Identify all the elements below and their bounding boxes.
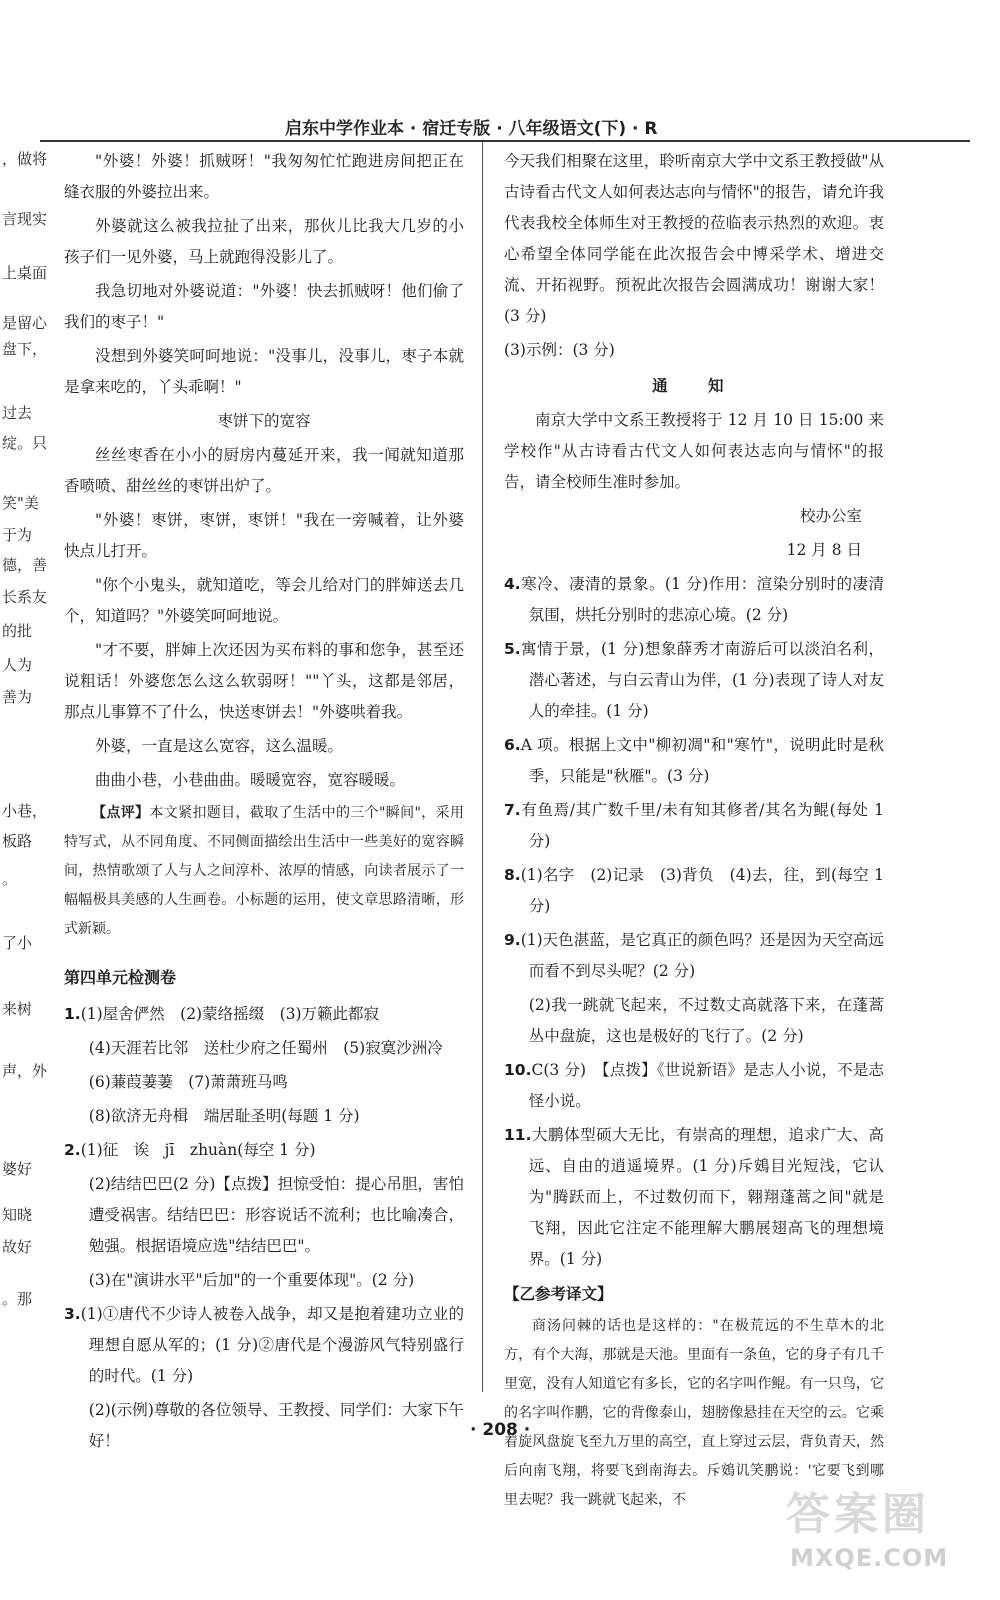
margin-fragment: 过去 [2,404,33,422]
question-11 [504,1120,884,1275]
margin-fragment: 是留心 [2,314,48,332]
answer-line: (3)在"演讲水平"后加"的一个重要体现"。(2 分) [88,1271,415,1289]
answer-text: (1)天色湛蓝，是它真正的颜色吗？还是因为天空高远而看不到尽头呢？(2 分) [520,931,884,980]
translation-text: 商汤问棘的话也是这样的："在极荒远的不生草木的北方，有个大海，那就是天池。里面有一条鱼，它的身子有几千里宽，没有人知道它有多长，它的名字叫作鲲。有一只鸟，它的名字叫作鹏，它的背像泰山，翅膀像悬挂在天空的云。它乘着旋风盘旋飞至九万里的高空，直上穿过云层，背负青天，然后向南飞翔，将要飞到南海去。斥鴳讥笑鹏说：'它要飞到哪里去呢？我一跳就飞起来，不 [504,1318,884,1508]
left-column [64,146,464,1460]
margin-fragment: 板路 [2,832,33,850]
answer-text: (1)名字 (2)记录 (3)背负 (4)去，往，到(每空 1 分) [520,866,884,915]
notice-date: 12 月 8 日 [786,541,862,559]
comment-label: 【点评】 [92,805,150,821]
speech-paragraph: 今天我们相聚在这里，聆听南京大学中文系王教授做"从古诗看古代文人如何表达志向与情怀"的报告，请允许我代表我校全体师生对王教授的莅临表示热烈的欢迎。衷心希望全体同学能在此次报告会中博采学术、增进交流、开拓视野。预祝此次报告会圆满成功！谢谢大家！(3 分) [504,152,884,325]
margin-fragment: 。 [2,870,18,888]
question-number: 8. [504,866,521,884]
question-number: 7. [504,801,521,819]
question-9 [504,925,884,987]
margin-fragment: 盘下， [2,340,48,358]
margin-fragment: 言现实 [2,210,48,228]
paragraph: 外婆，一直是这么宽容，这么温暖。 [95,737,344,755]
left-margin-fragments [0,140,48,1400]
question-1 [64,999,464,1030]
notice-body: 南京大学中文系王教授将于 12 月 10 日 15:00 来学校作"从古诗看古代文人如何表达志向与情怀"的报告，请全校师生准时参加。 [504,411,884,491]
paragraph: 没想到外婆笑呵呵地说："没事儿，没事儿，枣子本就是拿来吃的，丫头乖啊！" [64,347,464,396]
paragraph: 外婆就这么被我拉扯了出来，那伙儿比我大几岁的小孩子们一见外婆，马上就跑得没影儿了。 [64,217,464,266]
answer-text: 大鹏体型硕大无比，有崇高的理想，追求广大、高远、自由的逍遥境界。(1 分)斥鴳目光短浅，它认为"腾跃而上，不过数仞而下，翱翔蓬蒿之间"就是飞翔，因此它注定不能理解大鹏展翅高飞的理想境界。(1 分) [528,1126,884,1268]
answer-line: (6)蒹葭萋萋 (7)萧萧班马鸣 [88,1073,288,1091]
margin-fragment: 于为 [2,526,33,544]
answer-line: (8)欲济无舟楫 端居耻圣明(每题 1 分) [88,1107,360,1125]
margin-fragment: 知晓 [2,1206,33,1224]
question-number: 5. [504,640,521,658]
question-number: 6. [504,736,521,754]
margin-fragment: 小巷， [2,802,48,820]
answer-line: (1)征 诶 jī zhuàn(每空 1 分) [80,1141,316,1159]
paragraph: "你个小鬼头，就知道吃，等会儿给对门的胖婶送去几个，知道吗？"外婆笑呵呵地说。 [64,576,464,625]
margin-fragment: 笑"美 [2,494,39,512]
question-number: 1. [64,1005,81,1023]
paragraph: 丝丝枣香在小小的厨房内蔓延开来，我一闻就知道那香喷喷、甜丝丝的枣饼出炉了。 [64,446,464,495]
page-header: 启东中学作业本 · 宿迁专版 · 八年级语文(下) · R [285,119,658,139]
paragraph: "外婆！枣饼，枣饼，枣饼！"我在一旁喊着，让外婆快点儿打开。 [64,511,464,560]
answer-line: (3)示例：(3 分) [504,341,615,359]
answer-line: (2)结结巴巴(2 分)【点拨】担惊受怕：提心吊胆，害怕遭受祸害。结结巴巴：形容说话不流利；也比喻凑合，勉强。根据语境应选"结结巴巴"。 [88,1175,464,1255]
comment-paragraph [64,799,464,944]
margin-fragment: 上桌面 [2,264,48,282]
paragraph: 我急切地对外婆说道："外婆！快去抓贼呀！他们偷了我们的枣子！" [64,282,464,331]
question-10 [504,1055,884,1117]
question-number: 11. [504,1126,532,1144]
margin-fragment: ，做将 [2,150,48,168]
question-number: 3. [64,1305,81,1323]
question-7 [504,795,884,857]
watermark-text: 答案圈 [786,1489,930,1540]
notice-signature: 校办公室 [799,507,862,525]
margin-fragment: 善为 [2,688,33,706]
margin-fragment: 长系友 [2,588,48,606]
question-8 [504,860,884,922]
comment-text: 本文紧扣题目，截取了生活中的三个"瞬间"，采用特写式，从不同角度、不同侧面描绘出生活中一些美好的宽容瞬间，热情歌颂了人与人之间淳朴、浓厚的情感，向读者展示了一幅幅极具美感的人生画卷。小标题的运用，使文章思路清晰，形式新颖。 [64,805,464,937]
margin-fragment: 声，外 [2,1062,48,1080]
question-number: 2. [64,1141,81,1159]
paragraph: 曲曲小巷，小巷曲曲。暖暖宽容，宽容暖暖。 [95,771,406,789]
margin-fragment: 来树 [2,1000,33,1018]
question-5 [504,634,884,727]
column-divider [482,142,483,1392]
margin-fragment: 。那 [2,1290,33,1308]
question-number: 9. [504,931,521,949]
watermark-url: MXQE.COM [790,1544,949,1572]
answer-line: (1)屋舍俨然 (2)蒙络摇缀 (3)万籁此都寂 [80,1005,380,1023]
subsection-title: 枣饼下的宽容 [217,412,311,430]
question-2 [64,1135,464,1166]
paragraph: "外婆！外婆！抓贼呀！"我匆匆忙忙跑进房间把正在缝衣服的外婆拉出来。 [64,152,464,201]
answer-line: (2)(示例)尊敬的各位领导、王教授、同学们：大家下午好！ [88,1401,464,1450]
section-title: 第四单元检测卷 [64,968,177,987]
header-rule [40,140,970,142]
paragraph: "才不要，胖婶上次还因为买布料的事和您争，甚至还说粗话！外婆您怎么这么软弱呀！""丫头，这都是邻居，那点儿事算不了什么，快送枣饼去！"外婆哄着我。 [64,641,464,721]
margin-fragment: 故好 [2,1238,33,1256]
question-number: 4. [504,575,521,593]
answer-text: A 项。根据上文中"柳初凋"和"寒竹"，说明此时是秋季，只能是"秋雁"。(3 分) [520,736,884,785]
answer-text: 寓情于景，(1 分)想象薛秀才南游后可以淡泊名利，潜心著述，与白云青山为伴，(1 分)表现了诗人对友人的牵挂。(1 分) [520,640,884,720]
answer-text: 有鱼焉/其广数千里/未有知其修者/其名为鲲(每处 1 分) [520,801,884,850]
question-6 [504,730,884,792]
answer-text: C(3 分) 【点拨】《世说新语》是志人小说，不是志怪小说。 [528,1061,884,1110]
margin-fragment: 绽。只 [2,434,48,452]
margin-fragment: 婆好 [2,1160,33,1178]
answer-line: (1)①唐代不少诗人被卷入战争，却又是抱着建功立业的理想自愿从军的；(1 分)②唐代是个漫游风气特别盛行的时代。(1 分) [80,1305,464,1385]
page-number: · 208 · [470,1420,531,1440]
margin-fragment: 人为 [2,656,33,674]
notice-title: 通 知 [652,376,736,395]
margin-fragment: 了小 [2,934,33,952]
watermark-logo [786,1478,976,1588]
answer-text: 寒冷、凄清的景象。(1 分)作用：渲染分别时的凄清氛围，烘托分别时的悲凉心境。(2 分) [520,575,884,624]
translation-title: 【乙参考译文】 [504,1284,613,1303]
answer-line: (4)天涯若比邻 送杜少府之任蜀州 (5)寂寞沙洲冷 [88,1039,443,1057]
answer-line: (2)我一跳就飞起来，不过数丈高就落下来，在蓬蒿丛中盘旋，这也是极好的飞行了。(2 分) [528,996,884,1045]
margin-fragment: 德，善 [2,556,48,574]
question-number: 10. [504,1061,532,1079]
margin-fragment: 的批 [2,622,33,640]
question-4 [504,569,884,631]
right-column [504,146,884,1518]
question-3 [64,1299,464,1392]
